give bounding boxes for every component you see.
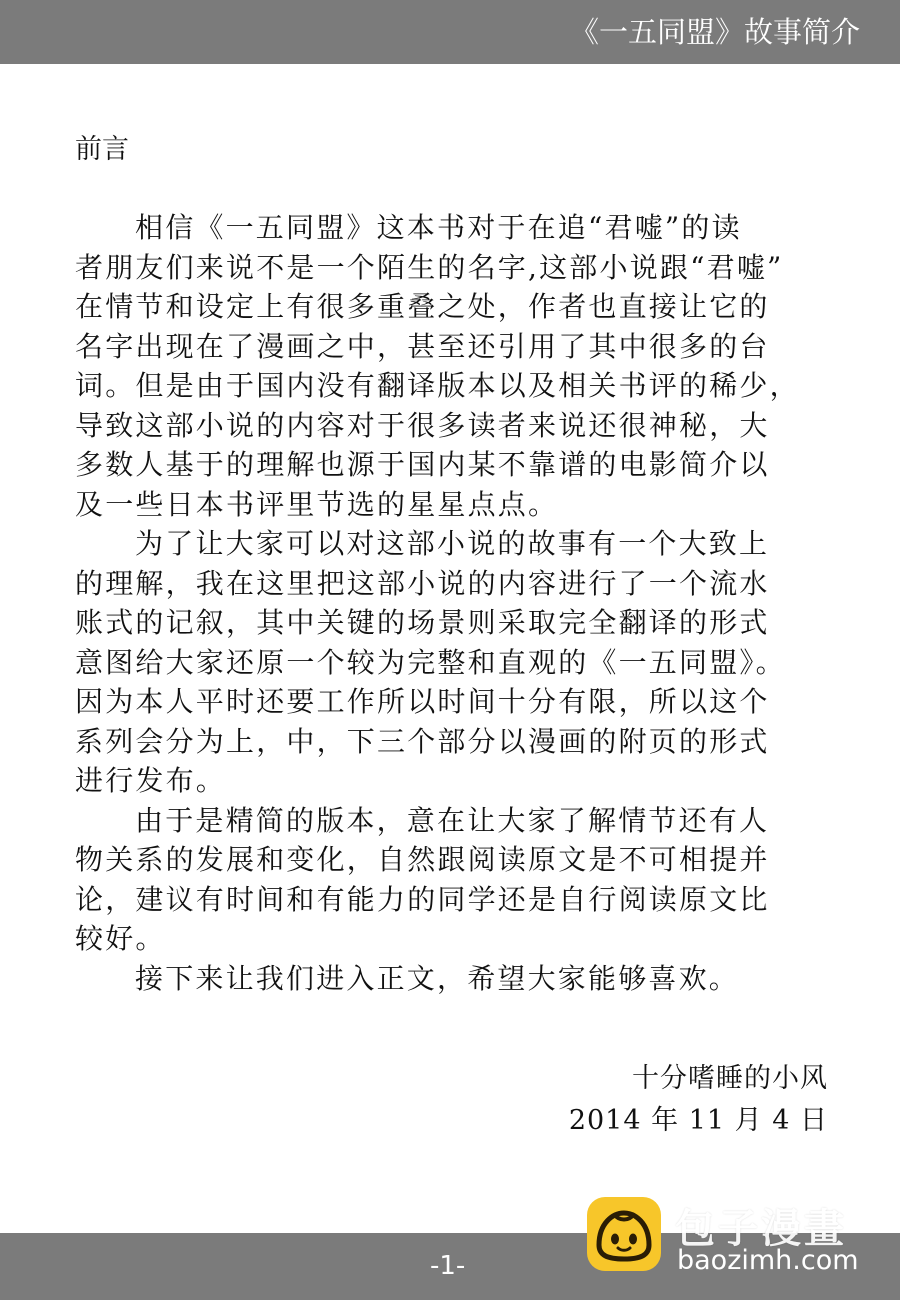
paragraph-line: 账式的记叙，其中关键的场景则采取完全翻译的形式	[75, 606, 770, 639]
header-bar	[0, 0, 900, 64]
paragraph-line: 者朋友们来说不是一个陌生的名字,这部小说跟“君嘘”	[75, 250, 784, 284]
paragraph-line: 词。但是由于国内没有翻译版本以及相关书评的稀少，	[75, 369, 800, 402]
signature-author: 十分嗜睡的小风	[632, 1063, 828, 1094]
paragraph-line: 接下来让我们进入正文，希望大家能够喜欢。	[135, 961, 740, 995]
signature-date: 2014 年 11 月 4 日	[568, 1105, 828, 1136]
paragraph-line: 名字出现在了漫画之中，甚至还引用了其中很多的台	[75, 329, 770, 363]
bun-mascot-icon	[585, 1195, 663, 1273]
signature	[569, 1058, 828, 1142]
paragraph-line: 的理解，我在这里把这部小说的内容进行了一个流水	[75, 566, 770, 600]
paragraph-line: 较好。	[75, 922, 166, 955]
paragraph-line: 相信《一五同盟》这本书对于在追“君嘘”的读	[135, 211, 742, 244]
document-body	[75, 130, 835, 998]
paragraph-line: 物关系的发展和变化，自然跟阅读原文是不可相提并	[75, 843, 770, 876]
watermark[interactable]	[585, 1195, 885, 1285]
watermark-url[interactable]: baozimh.com	[677, 1245, 859, 1276]
paragraph-line: 在情节和设定上有很多重叠之处，作者也直接让它的	[75, 290, 770, 323]
paragraph-line: 为了让大家可以对这部小说的故事有一个大致上	[135, 527, 770, 560]
paragraph-line: 多数人基于的理解也源于国内某不靠谱的电影简介以	[75, 448, 770, 481]
header-title: 《一五同盟》故事简介	[569, 15, 860, 49]
paragraphs	[75, 208, 835, 998]
paragraph-line: 意图给大家还原一个较为完整和直观的《一五同盟》。	[75, 645, 786, 679]
paragraph-line: 由于是精简的版本，意在让大家了解情节还有人	[135, 803, 770, 837]
page-number: -1-	[430, 1251, 466, 1281]
paragraph-line: 系列会分为上，中，下三个部分以漫画的附页的形式	[75, 724, 770, 758]
paragraph-line: 论，建议有时间和有能力的同学还是自行阅读原文比	[75, 882, 770, 916]
watermark-brand: 包子漫畫	[675, 1206, 847, 1252]
preface-heading: 前言	[75, 134, 129, 165]
paragraph-line: 进行发布。	[75, 764, 227, 797]
paragraph-line: 因为本人平时还要工作所以时间十分有限，所以这个	[75, 685, 770, 718]
paragraph-line: 导致这部小说的内容对于很多读者来说还很神秘，大	[75, 408, 770, 442]
paragraph-line: 及一些日本书评里节选的星星点点。	[75, 487, 559, 521]
